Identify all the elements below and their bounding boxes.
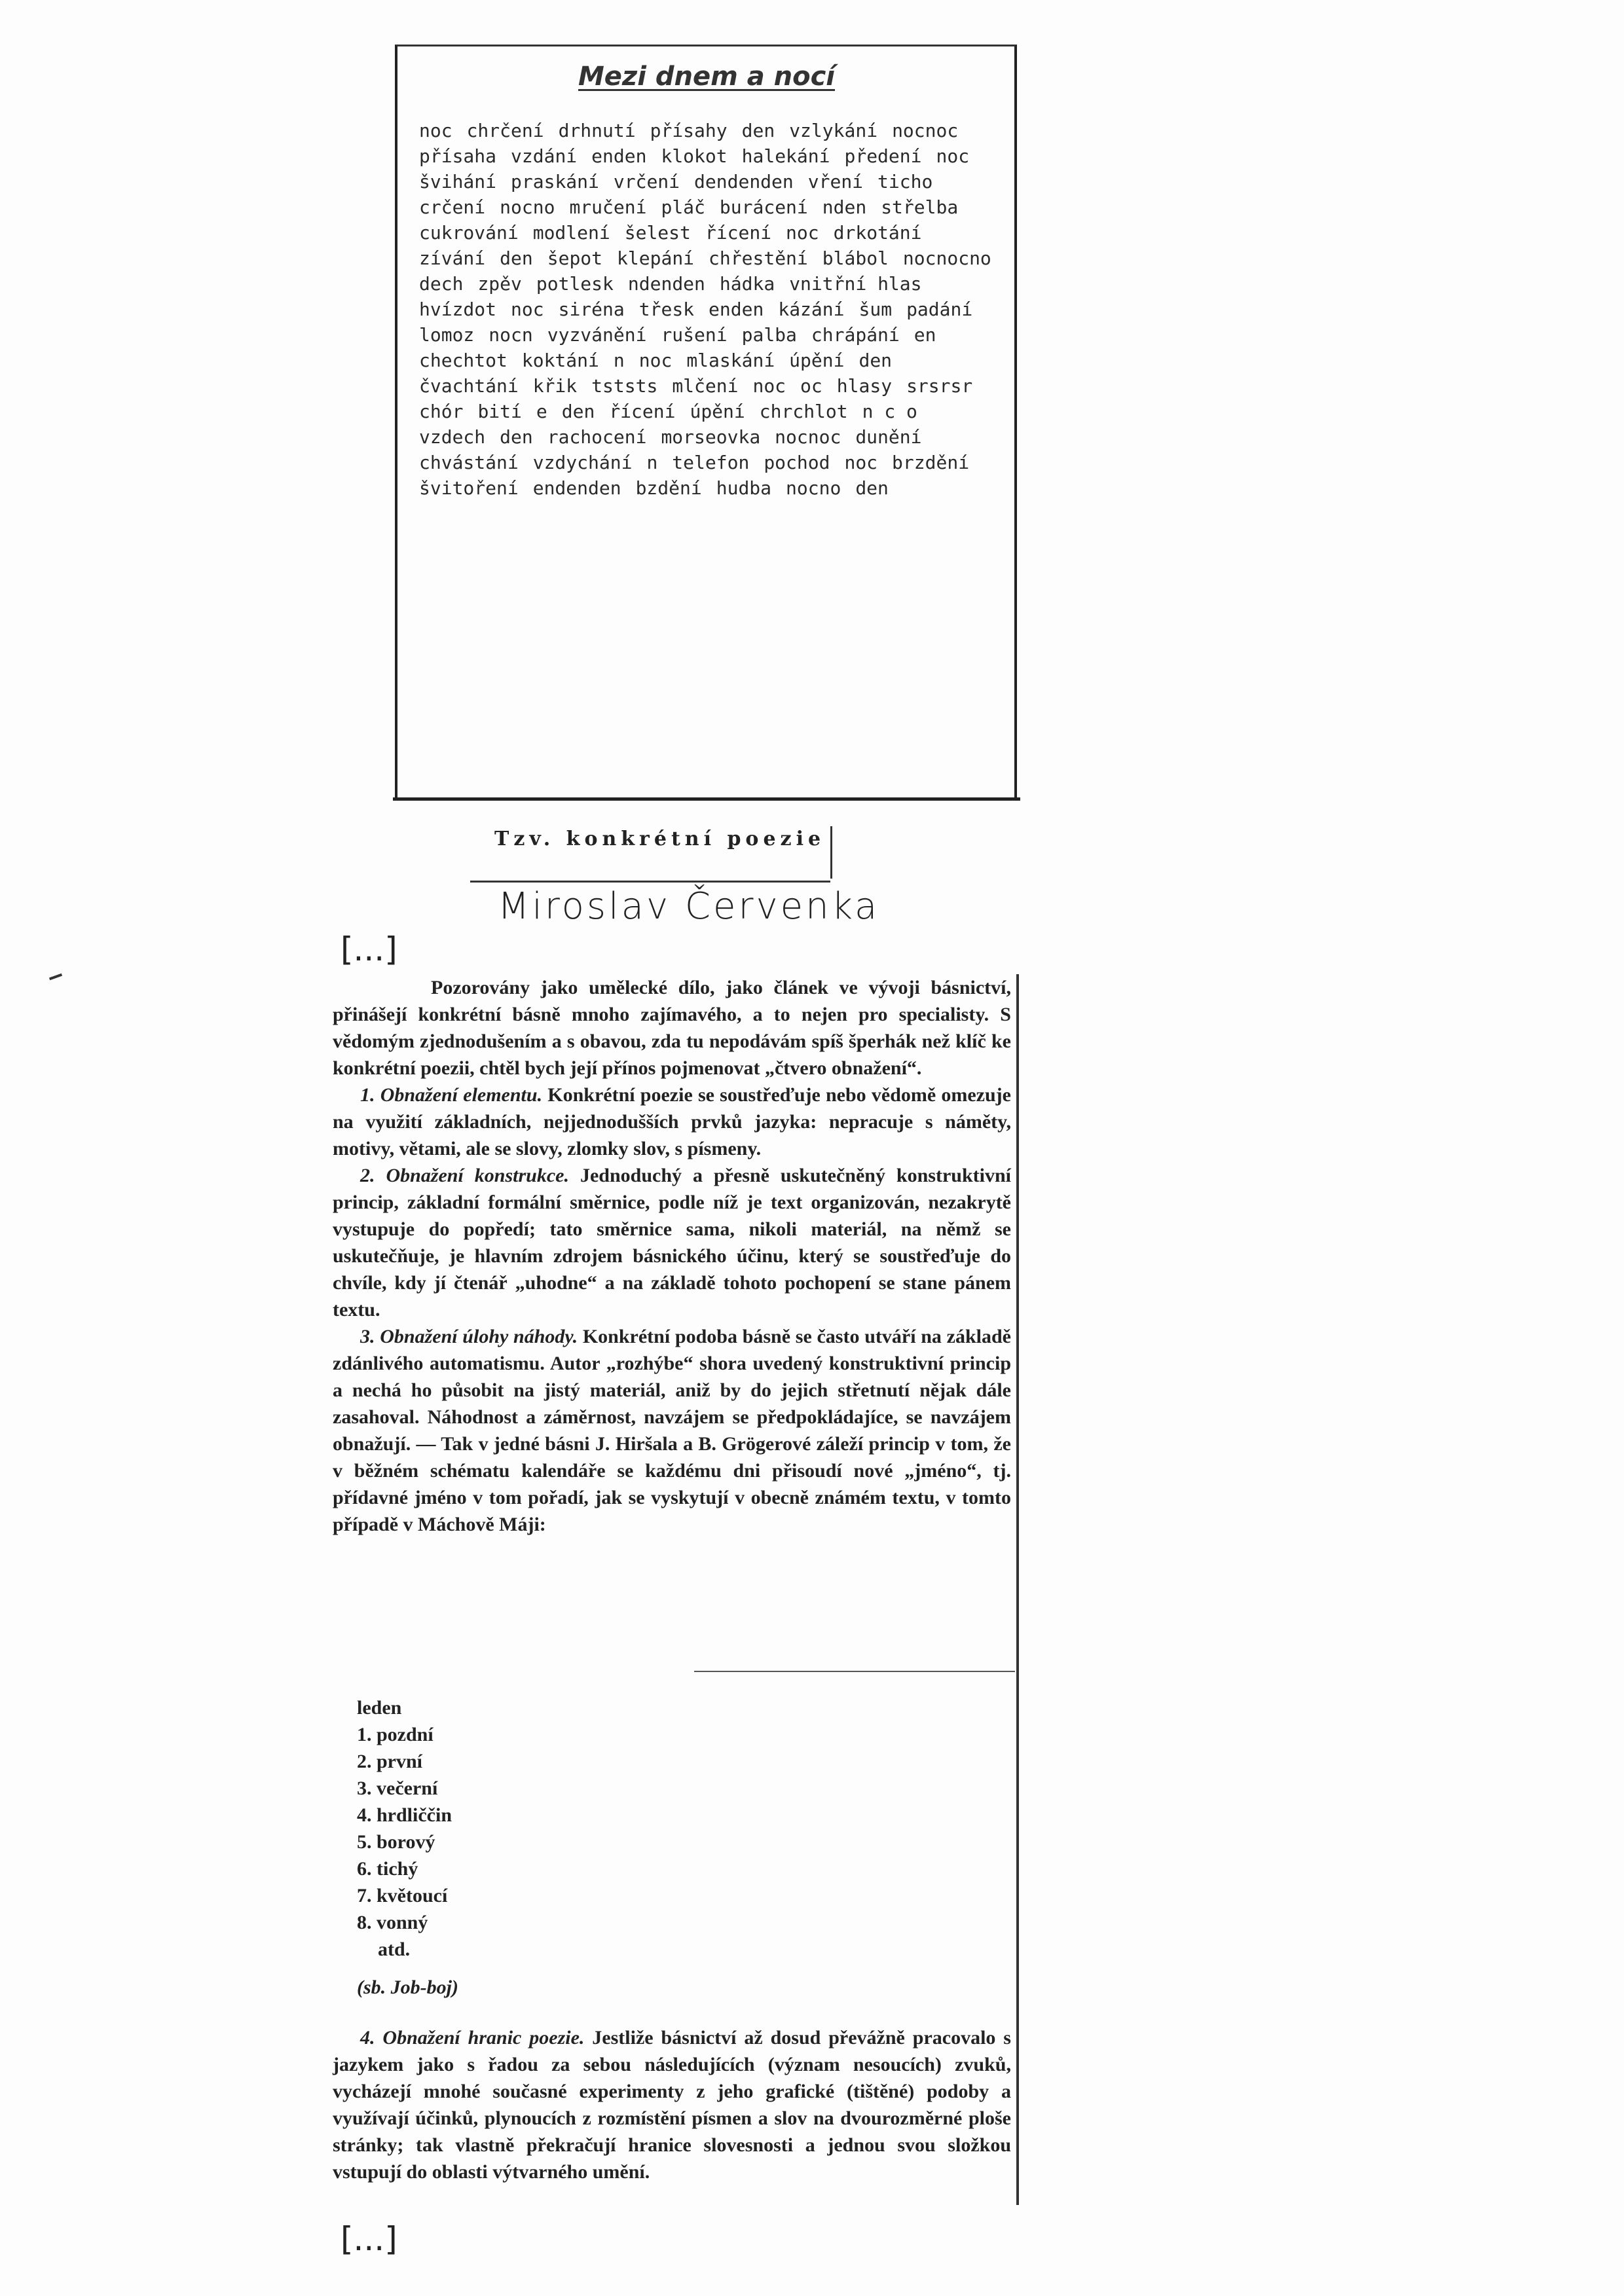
- poem-word: noc: [511, 299, 544, 320]
- poem-word: srsrsr: [906, 375, 973, 397]
- paragraph-2-label: 2. Obnažení konstrukce.: [360, 1165, 569, 1186]
- poem-word: hudba: [716, 477, 772, 499]
- column-rule: [1016, 974, 1019, 2205]
- poem-word: přísaha: [419, 145, 497, 167]
- poem-word: padání: [906, 299, 973, 320]
- poem-word: den: [741, 120, 775, 141]
- poem-word: šum: [858, 299, 893, 320]
- poem-word: drkotání: [833, 222, 922, 244]
- poem-word: den: [855, 477, 889, 499]
- poem-word: vnitřní hlas: [789, 273, 922, 295]
- paragraph-2: [333, 1162, 1011, 1323]
- poem-word: endenden: [532, 477, 621, 499]
- poem-word: úpění: [789, 350, 845, 371]
- calendar-source: (sb. Job-boj): [357, 1977, 458, 1998]
- poem-title-text: Mezi dnem a nocí: [578, 62, 835, 92]
- poem-word: vzdech: [419, 426, 486, 448]
- poem-word: hádka: [719, 273, 775, 295]
- poem-word: noc: [752, 375, 786, 397]
- poem-word: pochod: [764, 452, 830, 473]
- poem-word: chrčení: [466, 120, 544, 141]
- poem-word: vzdání: [511, 145, 578, 167]
- poem-word: lomoz: [419, 324, 475, 346]
- poem-word: siréna: [558, 299, 625, 320]
- calendar-list: [357, 1694, 452, 1963]
- poem-word: čvachtání: [419, 375, 519, 397]
- poem-word: šepot: [547, 247, 603, 269]
- article-heading: Tzv. konkrétní poezie: [494, 828, 826, 850]
- poem-word: potlesk: [536, 273, 614, 295]
- column-break-rule: [694, 1671, 1015, 1672]
- poem-word: morseovka: [661, 426, 761, 448]
- poem-word: n: [613, 350, 625, 371]
- poem-word: řícení: [609, 401, 676, 422]
- poem-word: předení: [844, 145, 922, 167]
- intro-paragraph: Pozorovány jako umělecké dílo, jako článek ve vývoji básnictví, přinášejí konkrétní básně mnoho zajímavého, a to nejen pro specialisty. S vědomým zjednodušením a s obavou, zda tu nepodávám spíš šperhák než klíč ke konkrétní poezii, chtěl bych její přínos pojmenovat „čtvero obnažení“.: [333, 977, 1011, 1079]
- article-body-continued: [333, 2024, 1011, 2185]
- heading-divider-vertical: [830, 826, 832, 879]
- poem-word: en: [913, 324, 936, 346]
- poem-word: bzdění: [635, 477, 702, 499]
- poem-word: den: [500, 426, 533, 448]
- author-handwritten: Miroslav Červenka: [498, 885, 880, 928]
- paragraph-3-text: Konkrétní podoba básně se často utváří na základě zdánlivého automatismu. Autor „rozhýbe“ shora uvedený konstruktivní princip a nechá ho působit na jistý materiál, aniž by do jejich střetnutí nějak dále zasahoval. Náhodnost a záměrnost, navzájem se předpokládajíce, se navzájem obnažují. — Tak v jedné básni J. Hiršala a B. Grögerové záleží princip v tom, že v běžném schématu kalendáře se každému dni přisoudí nové „jméno“, tj. přídavné jméno v tom pořadí, jak se vyskytují v obecně známém textu, v tomto případě v Máchově Máji:: [333, 1326, 1011, 1535]
- poem-word: nocno: [500, 196, 555, 218]
- poem-word: nocn: [489, 324, 533, 346]
- poem-word: koktání: [521, 350, 599, 371]
- poem-word: noc: [936, 145, 970, 167]
- poem-word: tststs: [591, 375, 658, 397]
- poem-word: chór: [419, 401, 464, 422]
- poem-word: noc: [638, 350, 673, 371]
- omission-mark-top: [...]: [341, 930, 397, 968]
- poem-body: [419, 118, 995, 786]
- poem-word: mlaskání: [686, 350, 775, 371]
- poem-word: bití: [477, 401, 522, 422]
- poem-word: švitoření: [419, 477, 519, 499]
- poem-word: úpění: [690, 401, 745, 422]
- poem-title: [393, 60, 1020, 93]
- poem-word: palba: [741, 324, 797, 346]
- poem-word: křik: [532, 375, 578, 397]
- poem-word: střelba: [881, 196, 959, 218]
- calendar-item: 7. květoucí: [357, 1885, 448, 1906]
- paragraph-4-text: Jestliže básnictví až dosud převážně pracovalo s jazykem jako s řadou za sebou následujících (význam nesoucích) zvuků, vycházejí mnohé současné experimenty z jeho grafické (tištěné) podoby a využívají účinků, plynoucích z rozmístění písmen a slov na dvourozměrné ploše stránky; tak vlastně překračují hranice slovesnosti a jednou svou složkou vstupují do oblasti výtvarného umění.: [333, 2027, 1011, 2183]
- poem-word: den: [858, 350, 893, 371]
- poem-word: mlčení: [672, 375, 739, 397]
- calendar-item: atd.: [378, 1939, 411, 1960]
- poem-word: zívání: [419, 247, 486, 269]
- paragraph-3-label: 3. Obnažení úlohy náhody.: [360, 1326, 578, 1347]
- poem-word: praskání: [511, 171, 599, 192]
- calendar-item: 5. borový: [357, 1831, 435, 1853]
- poem-word: hvízdot: [419, 299, 497, 320]
- poem-word: dendenden: [694, 171, 794, 192]
- poem-word: chrchlot: [759, 401, 848, 422]
- poem-word: chvástání: [419, 452, 519, 473]
- poem-word: noc: [419, 120, 452, 141]
- poem-word: klokot: [661, 145, 728, 167]
- poem-word: mručení: [569, 196, 647, 218]
- scan-speck: [49, 974, 62, 981]
- paragraph-1-text: Konkrétní poezie se soustřeďuje nebo vědomě omezuje na využití základních, nejjednodušších prvků jazyka: nepracuje s náměty, motivy, větami, ale se slovy, zlomky slov, s písmeny.: [333, 1084, 1011, 1159]
- poem-word: chřestění: [709, 247, 808, 269]
- poem-word: noc: [786, 222, 819, 244]
- article-body: [333, 974, 1011, 1538]
- poem-word: nocno: [786, 477, 841, 499]
- poem-word: oc: [800, 375, 822, 397]
- poem-word: blábol: [822, 247, 889, 269]
- poem-word: nocnocno: [902, 247, 991, 269]
- poem-word: třesk: [638, 299, 695, 320]
- poem-word: dech: [419, 273, 464, 295]
- poem-word: cukrování: [419, 222, 519, 244]
- poem-frame-bottom-rule: [393, 797, 1020, 801]
- paragraph-2-text: Jednoduchý a přesně uskutečněný konstruktivní princip, základní formální směrnice, podle níž je text organizován, nezakrytě vystupuje do popředí; tato směrnice sama, nikoli materiál, na němž se uskutečňuje, je hlavním zdrojem básnického účinu, který se soustřeďuje do chvíle, kdy jí čtenář „uhodne“ a na základě tohoto pochopení se stane pánem textu.: [333, 1165, 1011, 1321]
- poem-word: vrčení: [613, 171, 680, 192]
- calendar-item: 6. tichý: [357, 1858, 418, 1880]
- poem-word: rušení: [661, 324, 728, 346]
- poem-word: n: [646, 452, 658, 473]
- poem-word: n c o: [862, 401, 917, 422]
- poem-word: vzlykání: [789, 120, 878, 141]
- calendar-item: 8. vonný: [357, 1912, 428, 1933]
- calendar-item: 1. pozdní: [357, 1724, 434, 1745]
- poem-word: enden: [709, 299, 764, 320]
- poem-word: enden: [591, 145, 647, 167]
- poem-word: klepání: [617, 247, 695, 269]
- poem-word: ticho: [877, 171, 933, 192]
- poem-word: vření: [807, 171, 864, 192]
- paragraph-1: [333, 1082, 1011, 1162]
- poem-word: telefon: [672, 452, 750, 473]
- poem-word: den: [500, 247, 533, 269]
- poem-word: crčení: [419, 196, 486, 218]
- poem-word: nocnoc: [892, 120, 959, 141]
- poem-word: ndenden: [627, 273, 705, 295]
- calendar-item: 2. první: [357, 1751, 423, 1772]
- poem-word: zpěv: [477, 273, 522, 295]
- poem-word: přísahy: [650, 120, 728, 141]
- poem-word: nden: [822, 196, 867, 218]
- poem-word: brzdění: [892, 452, 970, 473]
- calendar-item: 4. hrdliččin: [357, 1804, 452, 1826]
- poem-word: vyzvánění: [547, 324, 647, 346]
- poem-word: chechtot: [419, 350, 507, 371]
- omission-mark-bottom: [...]: [341, 2220, 397, 2258]
- paragraph-3: [333, 1323, 1011, 1538]
- paragraph-4: [333, 2024, 1011, 2185]
- poem-word: hlasy: [836, 375, 893, 397]
- poem-word: řícení: [705, 222, 772, 244]
- poem-word: chrápání: [811, 324, 900, 346]
- calendar-item: 3. večerní: [357, 1777, 438, 1799]
- paragraph-1-label: 1. Obnažení elementu.: [360, 1084, 543, 1106]
- poem-word: modlení: [532, 222, 610, 244]
- poem-word: drhnutí: [558, 120, 636, 141]
- poem-word: šelest: [624, 222, 691, 244]
- poem-word: halekání: [741, 145, 830, 167]
- poem-word: den: [561, 401, 595, 422]
- poem-word: noc: [844, 452, 878, 473]
- poem-word: burácení: [719, 196, 808, 218]
- poem-word: dunění: [855, 426, 922, 448]
- poem-word: nocnoc: [775, 426, 841, 448]
- poem-word: pláč: [661, 196, 705, 218]
- poem-word: kázání: [778, 299, 845, 320]
- calendar-item: leden: [357, 1697, 402, 1719]
- poem-word: rachocení: [547, 426, 647, 448]
- heading-divider-horizontal: [470, 881, 830, 883]
- poem-word: vzdychání: [532, 452, 633, 473]
- poem-word: e: [536, 401, 547, 422]
- paragraph-4-label: 4. Obnažení hranic poezie.: [360, 2027, 585, 2049]
- poem-word: švihání: [419, 171, 497, 192]
